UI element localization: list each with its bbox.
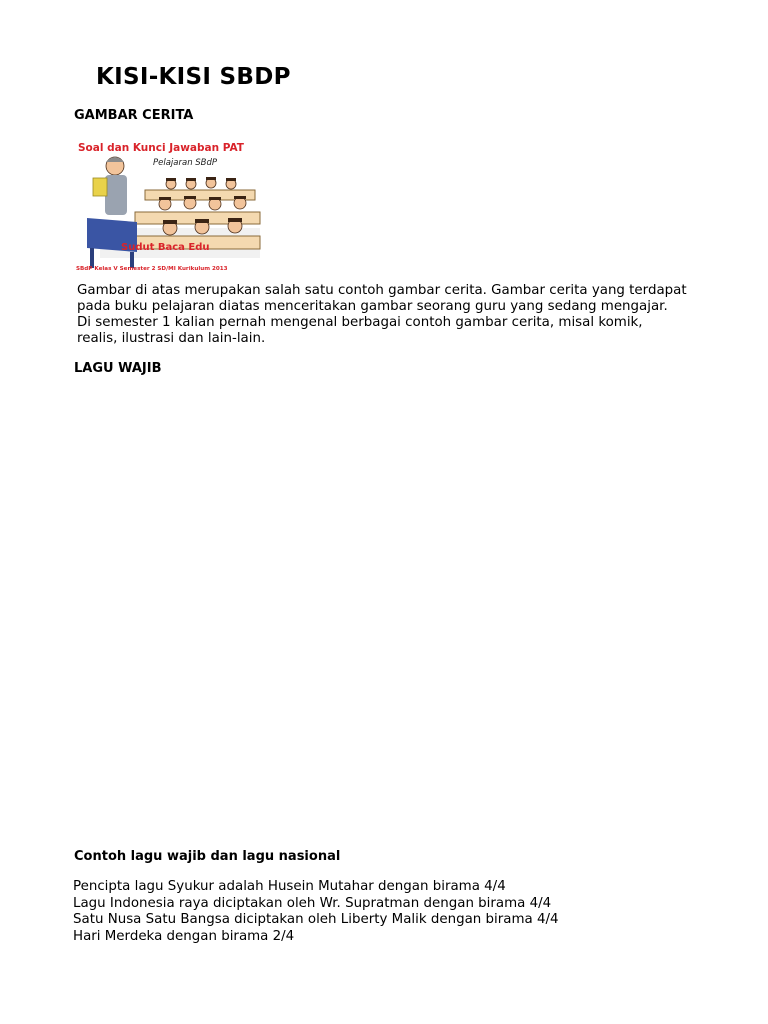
list-item: Lagu Indonesia raya diciptakan oleh Wr. Supratman dengan birama 4/4 [73,895,552,911]
section-heading-gambar-cerita: GAMBAR CERITA [74,108,194,123]
paragraph-line: pada buku pelajaran diatas menceritakan gambar seorang guru yang sedang mengajar. [77,299,668,314]
list-item: Satu Nusa Satu Bangsa diciptakan oleh Liberty Malik dengan birama 4/4 [73,912,559,927]
page-title: KISI-KISI SBDP [96,64,291,90]
section-heading-contoh-lagu: Contoh lagu wajib dan lagu nasional [74,849,341,864]
illustration-watermark-text: Sudut Baca Edu [121,242,210,253]
illustration-banner-text: Soal dan Kunci Jawaban PAT [78,142,244,154]
story-illustration [75,140,268,274]
list-item: Pencipta lagu Syukur adalah Husein Mutahar dengan birama 4/4 [73,879,506,894]
illustration-footer-text: SBdP Kelas V Semester 2 SD/MI Kurikulum 2013 [76,266,228,272]
illustration-subtitle-text: Pelajaran SBdP [153,158,218,168]
description-paragraph [77,283,717,347]
list-item: Hari Merdeka dengan birama 2/4 [73,928,295,944]
section-heading-lagu-wajib: LAGU WAJIB [74,361,162,376]
paragraph-line: realis, ilustrasi dan lain-lain. [77,331,266,346]
song-list [73,879,713,945]
paragraph-line: Gambar di atas merupakan salah satu contoh gambar cerita. Gambar cerita yang terdapat [77,283,687,298]
paragraph-line: Di semester 1 kalian pernah mengenal berbagai contoh gambar cerita, misal komik, [77,315,643,330]
